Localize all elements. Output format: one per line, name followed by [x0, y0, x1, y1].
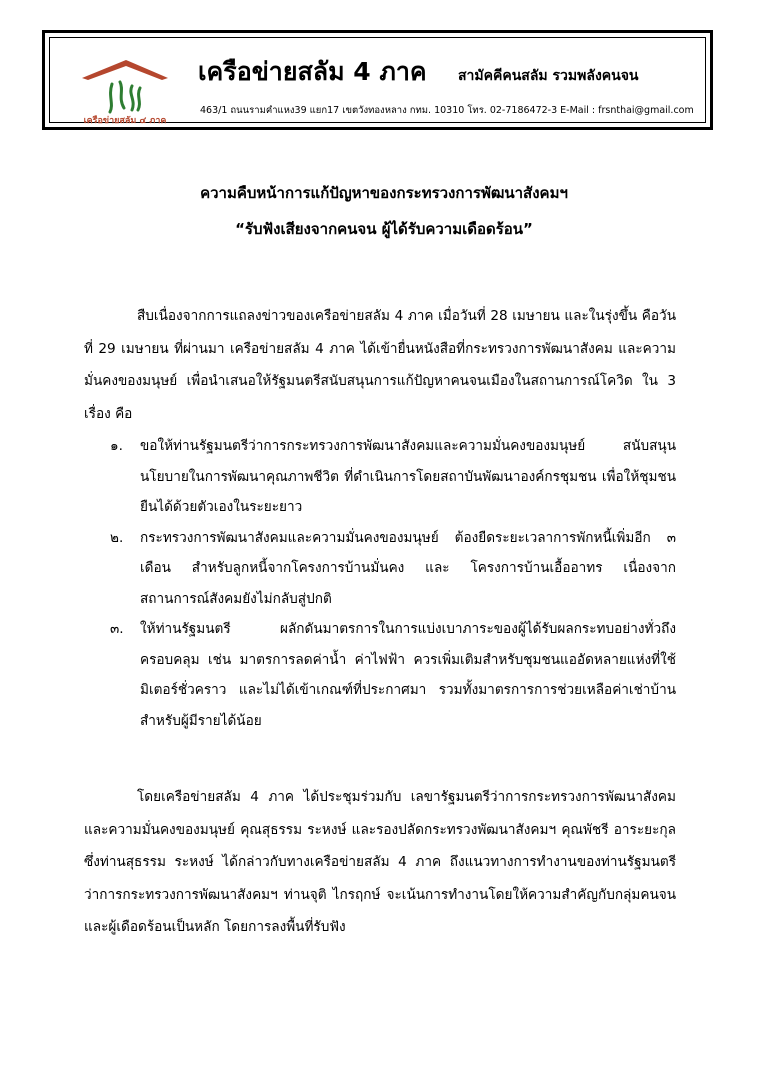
org-name: เครือข่ายสลัม 4 ภาค	[198, 57, 427, 86]
list-item-text: กระทรวงการพัฒนาสังคมและความมั่นคงของมนุษย์ ต้องยืดระยะเวลาการพักหนี้เพิ่มอีก ๓ เดือน สำหรับลูกหนี้จากโครงการบ้านมั่นคง และ โครงการบ้านเอื้ออาทร เนื่องจากสถานการณ์สังคมยังไม่กลับสู่ปกติ	[140, 529, 676, 607]
logo-text: เครือข่ายสลัม ๔ ภาค	[83, 116, 167, 126]
logo-roof-icon	[82, 60, 168, 80]
list-item-text: ให้ท่านรัฐมนตรี ผลักดันมาตรการในการแบ่งเบาภาระของผู้ได้รับผลกระทบอย่างทั่วถึง ครอบคลุม เช่น มาตรการลดค่าน้ำ ค่าไฟฟ้า ควรเพิ่มเติมสำหรับชุมชนแออัดหลายแห่งที่ใช้มิเตอร์ชั่วคราว และไม่ได้เข้าเกณฑ์ที่ประกาศมา รวมทั้งมาตรการการช่วยเหลือค่าเช่าบ้านสำหรับผู้มีรายได้น้อย	[140, 621, 676, 729]
list-item-number: ๑.	[110, 438, 123, 454]
intro-section	[84, 300, 676, 430]
demands-list	[84, 431, 676, 736]
intro-paragraph: สืบเนื่องจากการแถลงข่าวของเครือข่ายสลัม 4 ภาค เมื่อวันที่ 28 เมษายน และในรุ่งขึ้น คือวันที่ 29 เมษายน ที่ผ่านมา เครือข่ายสลัม 4 ภาค ได้เข้ายื่นหนังสือที่กระทรวงการพัฒนาสังคม และความมั่นคงของมนุษย์ เพื่อนำเสนอให้รัฐมนตรีสนับสนุนการแก้ปัญหาคนจนเมืองในสถานการณ์โควิด ใน 3 เรื่อง คือ	[84, 308, 676, 422]
meeting-section	[84, 781, 676, 944]
org-slogan: สามัคคีคนสลัม รวมพลังคนจน	[458, 68, 639, 84]
meeting-paragraph: โดยเครือข่ายสลัม 4 ภาค ได้ประชุมร่วมกับ เลขารัฐมนตรีว่าการกระทรวงการพัฒนาสังคม และความมั่นคงของมนุษย์ คุณสุธรรม ระหงษ์ และรองปลัดกระทรวงพัฒนาสังคมฯ คุณพัชรี อาระยะกุล ซึ่งท่านสุธรรม ระหงษ์ ได้กล่าวกับทางเครือข่ายสลัม 4 ภาค ถึงแนวทางการทำงานของท่านรัฐมนตรีว่าการกระทรวงการพัฒนาสังคมฯ ท่านจุติ ไกรฤกษ์ จะเน้นการทำงานโดยให้ความสำคัญกับกลุ่มคนจน และผู้เดือดร้อนเป็นหลัก โดยการลงพื้นที่รับฟัง	[84, 789, 676, 935]
document-subtitle: “รับฟังเสียงจากคนจน ผู้ได้รับความเดือดร้อน”	[235, 220, 533, 238]
list-item	[84, 523, 676, 615]
list-item-number: ๓.	[110, 621, 124, 637]
document-title: ความคืบหน้าการแก้ปัญหาของกระทรวงการพัฒนาสังคมฯ	[200, 184, 568, 202]
list-item-number: ๒.	[110, 529, 124, 546]
letterhead-inner-border	[49, 37, 706, 126]
org-logo	[80, 56, 170, 126]
list-item	[84, 614, 676, 736]
org-address: 463/1 ถนนรามคำแหง39 แยก17 เขตวังทองหลาง กทม. 10310 โทร. 02-7186472-3 E-Mail : frsnthai@gmail.com	[200, 105, 694, 116]
list-item	[84, 431, 676, 523]
list-item-text: ขอให้ท่านรัฐมนตรีว่าการกระทรวงการพัฒนาสังคมและความมั่นคงของมนุษย์ สนับสนุนนโยบายในการพัฒนาคุณภาพชีวิต ที่ดำเนินการโดยสถาบันพัฒนาองค์กรชุมชน เพื่อให้ชุมชนยืนได้ด้วยตัวเองในระยะยาว	[140, 438, 676, 515]
letterhead	[42, 30, 713, 130]
logo-figure-icon	[110, 82, 140, 112]
